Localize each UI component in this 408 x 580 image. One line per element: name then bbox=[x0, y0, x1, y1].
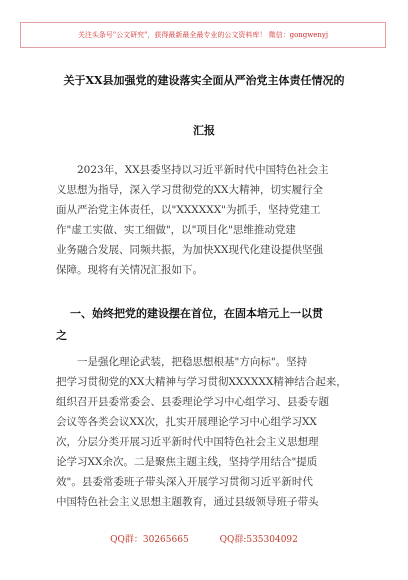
intro-line: 作"虚工实做、实工细做"，以"项目化"思维推动党建 bbox=[56, 224, 296, 236]
intro-line: 面从严治党主体责任，以"XXXXXX"为抓手，坚持党建工 bbox=[56, 204, 321, 216]
footer-contact bbox=[0, 532, 408, 545]
header-banner: 关注头条号"公文研究"，获得最新最全最专业的公文资料库！ 微信：gongwenyj bbox=[20, 22, 386, 48]
body-line: 效"。县委常委班子带头深入开展学习贯彻习近平新时代 bbox=[56, 476, 313, 488]
section-heading-line: 之 bbox=[56, 329, 67, 342]
document-title-line-1: 关于XX县加强党的建设落实全面从严治党主体责任情况的 bbox=[63, 74, 345, 87]
intro-line: 2023年，XX县委坚持以习近平新时代中国特色社会主 bbox=[77, 164, 329, 176]
body-line: 中国特色社会主义思想主题教育，通过县级领导班子带头 bbox=[56, 496, 319, 508]
body-line: 次，分层分类开展习近平新时代中国特色社会主义思想理 bbox=[56, 436, 319, 448]
footer-qq-group-2: QQ群:535304092 bbox=[219, 535, 298, 545]
intro-line: 保障。现将有关情况汇报如下。 bbox=[56, 264, 203, 276]
section-1-heading bbox=[56, 303, 356, 347]
body-line: 组织召开县委常委会、县委理论学习中心组学习、县委专题 bbox=[56, 396, 329, 408]
section-1-body bbox=[56, 352, 356, 512]
footer-qq-group-1: QQ群：30265665 bbox=[110, 535, 189, 545]
body-line: 一是强化理论武装，把稳思想根基"方向标"。坚持 bbox=[77, 356, 308, 368]
body-line: 把学习贯彻党的XX大精神与学习贯彻XXXXXX精神结合起来， bbox=[56, 376, 347, 388]
document-title-line-2: 汇报 bbox=[193, 124, 215, 137]
section-heading-line: 一、始终把党的建设摆在首位，在固本培元上一以贯 bbox=[70, 307, 323, 320]
body-line: 论学习XX余次。二是聚焦主题主线，坚持学用结合"提质 bbox=[56, 456, 318, 468]
intro-line: 义思想为指导，深入学习贯彻党的XX大精神，切实履行全 bbox=[56, 184, 323, 196]
intro-paragraph bbox=[56, 160, 356, 280]
intro-line: 业务融合发展、同频共振，为加快XX现代化建设提供坚强 bbox=[56, 244, 323, 256]
body-line: 会议等各类会议XX次，扎实开展理论学习中心组学习XX bbox=[56, 416, 317, 428]
